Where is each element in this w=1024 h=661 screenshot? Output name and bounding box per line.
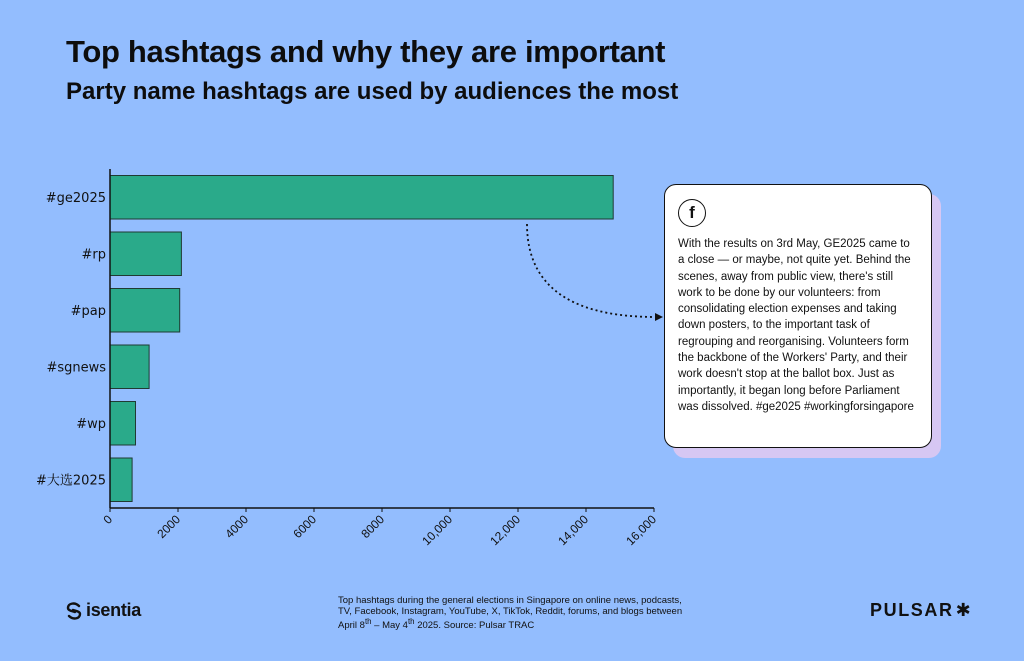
isentia-logo — [65, 600, 141, 621]
category-label: #rp — [81, 247, 106, 263]
x-tick-label: 8000 — [358, 512, 388, 542]
chart-title: Top hashtags and why they are important — [66, 34, 666, 69]
footnote-part-3: 2025. Source: Pulsar TRAC — [414, 620, 535, 632]
category-label: #pap — [70, 303, 106, 319]
footnote-sup-2: th — [407, 617, 415, 626]
chart-subtitle: Party name hashtags are used by audiences the most — [66, 78, 679, 105]
x-tick-label: 2000 — [154, 512, 184, 542]
pulsar-logo — [870, 600, 972, 621]
x-tick-label: 10,000 — [419, 512, 456, 549]
x-tick-label: 6000 — [290, 512, 320, 542]
bar — [110, 345, 149, 389]
footnote-part-2: – May 4 — [371, 620, 408, 632]
footnote-sup-1: th — [364, 617, 372, 626]
x-tick-label: 14,000 — [555, 512, 592, 549]
bar — [110, 402, 136, 446]
annotation-connector — [527, 224, 656, 317]
annotation-card — [664, 184, 932, 448]
isentia-logo-mark — [65, 602, 83, 620]
footnote-part-1: Top hashtags during the general elections in Singapore on online news, podcasts, TV, Facebook, Instagram, YouTube, X, TikTok, Reddit, forums, and blogs between April 8 — [338, 595, 683, 632]
x-tick-label: 4000 — [222, 512, 252, 542]
x-tick-label: 16,000 — [623, 512, 660, 549]
category-label: #大选2025 — [36, 473, 106, 489]
category-label: #ge2025 — [45, 190, 106, 206]
category-label: #sgnews — [46, 360, 106, 376]
bar — [110, 176, 613, 220]
x-tick-label: 0 — [100, 512, 116, 527]
x-tick-label: 12,000 — [487, 512, 524, 549]
facebook-icon: f — [678, 199, 706, 227]
category-label: #wp — [76, 416, 106, 432]
pulsar-logo-text: PULSAR — [870, 600, 954, 620]
isentia-logo-text: isentia — [86, 600, 141, 620]
source-footnote — [338, 596, 688, 632]
pulsar-logo-mark: ✱ — [955, 600, 973, 620]
annotation-text: With the results on 3rd May, GE2025 came to a close — or maybe, not quite yet. Behind the scenes, away from public view, there's still work to be done by our volunteers: from consolidating election expenses and taking down posters, to the important task of regrouping and reorganising. Volunteers form the backbone of the Workers' Party, and their work doesn't stop at the ballot box. Just as importantly, it began long before Parliament was dissolved. #ge2025 #workingforsingapore — [678, 238, 914, 413]
bar — [110, 458, 132, 502]
annotation-arrowhead — [655, 313, 663, 321]
bar — [110, 289, 180, 333]
bar — [110, 232, 181, 276]
